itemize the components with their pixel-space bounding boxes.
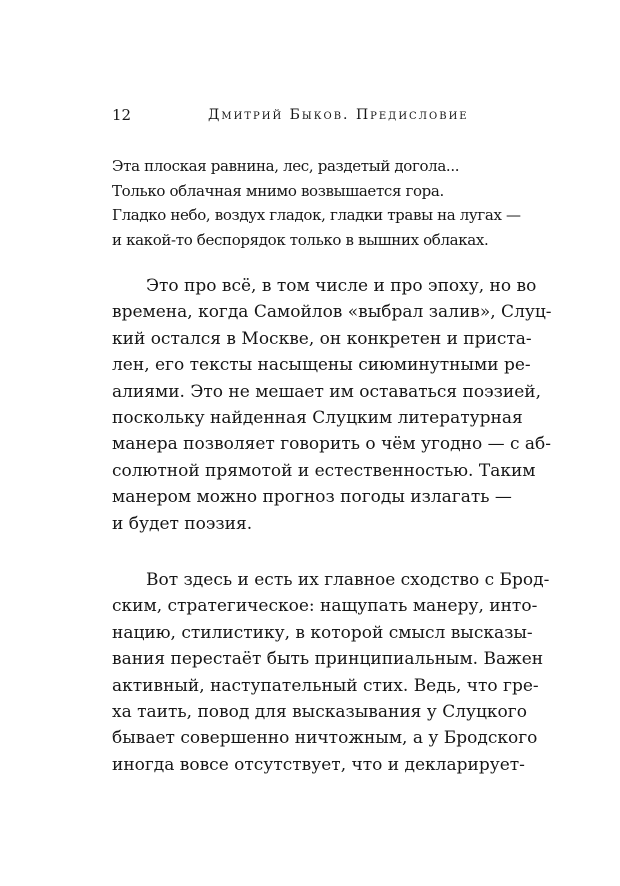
text-line: Это про всё, в том числе и про эпоху, но во <box>146 276 537 296</box>
poem-epigraph <box>112 154 532 252</box>
text-line: ха таить, повод для высказывания у Слуцкого <box>112 702 527 723</box>
text-line: нацию, стилистику, в которой смысл высказы- <box>112 622 533 643</box>
text-line: алиями. Это не мешает им оставаться поэзией, <box>112 381 542 402</box>
text-line: кий остался в Москве, он конкретен и приста- <box>112 328 532 349</box>
body-paragraph <box>112 567 550 778</box>
text-line: Вот здесь и есть их главное сходство с Брод- <box>146 570 550 590</box>
running-title: Дмитрий Быков. Предисловие <box>208 107 469 123</box>
text-line: поскольку найденная Слуцким литературная <box>112 408 523 429</box>
poem-line: Гладко небо, воздух гладок, гладки травы на лугах — <box>112 206 521 224</box>
text-line: лен, его тексты насыщены сиюминутными ре- <box>112 355 531 376</box>
text-line: манером можно прогноз погоды излагать — <box>112 487 512 508</box>
text-line: иногда вовсе отсутствует, что и декларирует- <box>112 754 525 775</box>
page-number: 12 <box>112 106 132 124</box>
running-head <box>112 103 508 127</box>
poem-line: и какой-то беспорядок только в вышних облаках. <box>112 230 489 249</box>
text-line: ским, стратегическое: нащупать манеру, инто- <box>112 596 538 617</box>
text-line: бывает совершенно ничтожным, а у Бродского <box>112 728 538 749</box>
text-line: солютной прямотой и естественностью. Таким <box>112 460 536 481</box>
text-line: и будет поэзия. <box>112 513 253 534</box>
poem-line: Эта плоская равнина, лес, раздетый догола... <box>112 157 460 175</box>
text-line: манера позволяет говорить о чём угодно — с аб- <box>112 434 552 455</box>
text-line: вания перестаёт быть принципиальным. Важен <box>112 649 544 670</box>
text-line: времена, когда Самойлов «выбрал залив», Слуц- <box>112 302 552 323</box>
poem-line: Только облачная мнимо возвышается гора. <box>112 181 444 200</box>
body-paragraph <box>112 273 552 537</box>
text-line: активный, наступательный стих. Ведь, что гре- <box>112 675 539 696</box>
